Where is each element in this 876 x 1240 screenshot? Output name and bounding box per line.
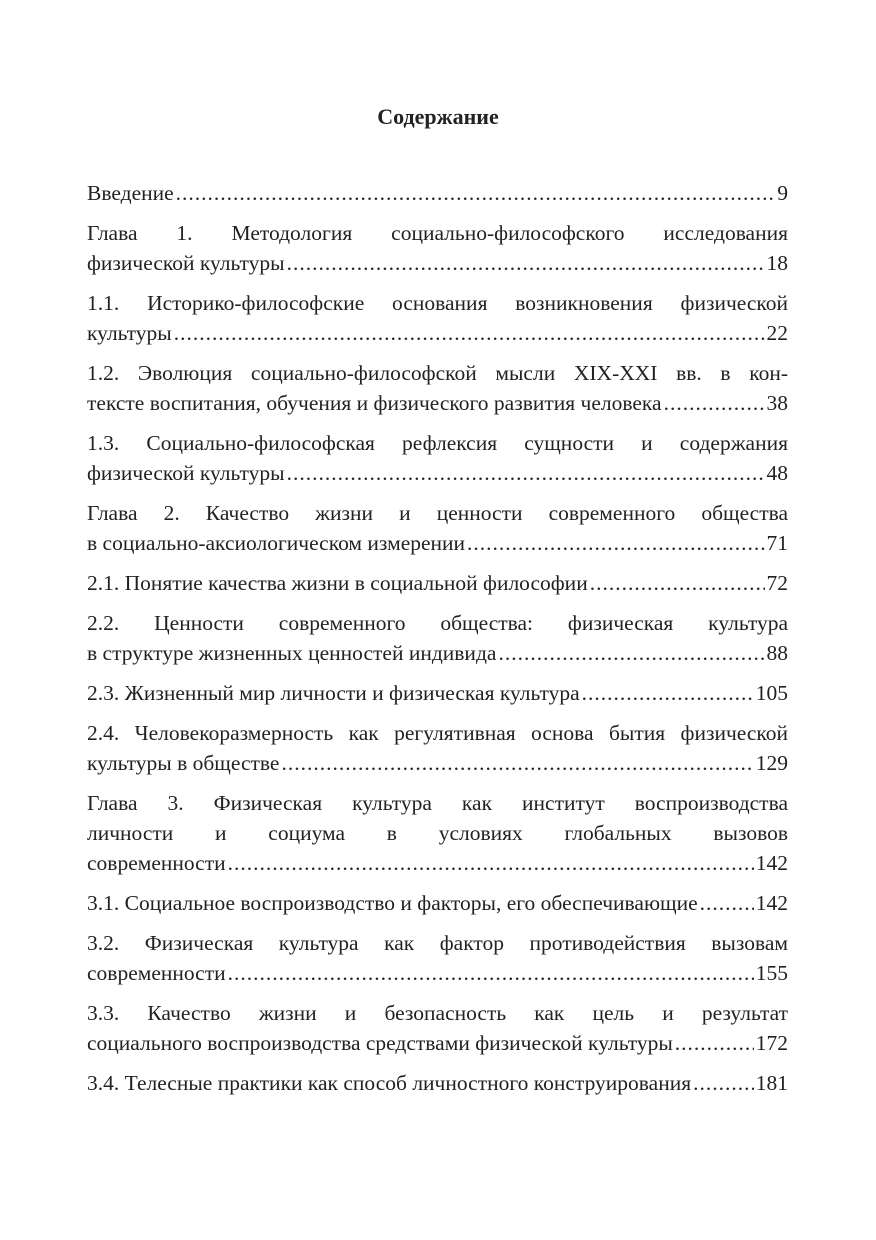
toc-entry-number: Глава 1. (87, 221, 232, 245)
toc-entry[interactable] (87, 498, 788, 558)
toc-page-number: 129 (755, 751, 788, 775)
toc-entry-line (87, 218, 788, 248)
toc-entry-last-line (87, 888, 788, 918)
toc-entry-line (87, 608, 788, 638)
toc-entry-title: Качество жизни и ценности современного общества (205, 501, 788, 525)
toc-entry-title: современности (87, 851, 226, 875)
toc-entry-title: в структуре жизненных ценностей индивида (87, 641, 497, 665)
page-title: Содержание (377, 104, 499, 129)
dot-leader (582, 678, 754, 708)
toc-entry-title: Человекоразмерность как регулятивная основа бытия физической (134, 721, 788, 745)
dot-leader (287, 458, 765, 488)
toc-entry-title: Физическая культура как фактор противодействия вызовам (144, 931, 788, 955)
toc-page-number: 71 (766, 531, 788, 555)
toc-entry-title: Социально-философская рефлексия сущности и содержания (146, 431, 788, 455)
toc-entry-number: 2.1. (87, 571, 125, 595)
toc-entry-number: 1.3. (87, 431, 147, 455)
toc-entry-last-line (87, 458, 788, 488)
toc-entry-number: 3.3. (87, 1001, 148, 1025)
toc-page-number: 9 (777, 181, 788, 205)
toc-entry-number: 3.4. (87, 1071, 125, 1095)
toc-entry-number: 1.1. (87, 291, 148, 315)
toc-entry-title: в социально-аксиологическом измерении (87, 531, 466, 555)
toc-page-number: 72 (766, 571, 788, 595)
dot-leader (228, 958, 754, 988)
toc-entry-number: 2.3. (87, 681, 125, 705)
toc-entry-last-line (87, 568, 788, 598)
toc-page-number: 88 (766, 641, 788, 665)
toc-entry[interactable] (87, 288, 788, 348)
toc-entry-last-line (87, 248, 788, 278)
toc-entry-last-line (87, 958, 788, 988)
toc-entry[interactable] (87, 358, 788, 418)
dot-leader (281, 748, 753, 778)
toc-entry-number: 2.4. (87, 721, 135, 745)
toc-entry-last-line (87, 678, 788, 708)
toc-entry-number: Глава 2. (87, 501, 206, 525)
toc-entry-line (87, 998, 788, 1028)
toc-entry-last-line (87, 178, 788, 208)
toc-entry-title: Жизненный мир личности и физическая культура (124, 681, 580, 705)
toc-entry[interactable] (87, 568, 788, 598)
toc-page-number: 142 (755, 891, 788, 915)
toc-entry-line (87, 288, 788, 318)
toc-entry-last-line (87, 1028, 788, 1058)
toc-entry[interactable] (87, 718, 788, 778)
toc-entry[interactable] (87, 998, 788, 1058)
dot-leader (498, 638, 764, 668)
toc-entry-title: Введение (87, 181, 174, 205)
dot-leader (675, 1028, 754, 1058)
toc-entry-title: культуры в обществе (87, 751, 280, 775)
toc-entry[interactable] (87, 218, 788, 278)
toc-entry-last-line (87, 528, 788, 558)
toc-entry-title: Социальное воспроизводство и факторы, его обеспечивающие (124, 891, 698, 915)
toc-entry-last-line (87, 318, 788, 348)
toc-entry-line (87, 498, 788, 528)
toc-entry-title: социального воспроизводства средствами физической культуры (87, 1031, 673, 1055)
toc-entry-number: 1.2. (87, 361, 138, 385)
toc-entry-last-line (87, 638, 788, 668)
toc-entry-number: Глава 3. (87, 791, 214, 815)
toc-entry-line (87, 928, 788, 958)
toc-entry-title: Понятие качества жизни в социальной философии (124, 571, 588, 595)
toc-page-number: 48 (766, 461, 788, 485)
toc-entry-title: Эволюция социально-философской мысли XIX-XXI вв. в кон- (137, 361, 788, 385)
toc-page-number: 142 (755, 851, 788, 875)
toc-entry[interactable] (87, 1068, 788, 1098)
toc-entry-title: Методология социально-философского исследования (231, 221, 789, 245)
toc-page-number: 22 (766, 321, 788, 345)
toc-entry-last-line (87, 848, 788, 878)
toc-entry-last-line (87, 1068, 788, 1098)
toc-entry[interactable] (87, 788, 788, 878)
toc-entry-number: 3.1. (87, 891, 125, 915)
dot-leader (693, 1068, 754, 1098)
dot-leader (174, 318, 765, 348)
dot-leader (590, 568, 765, 598)
toc-page-number: 38 (766, 391, 788, 415)
toc-page-number: 105 (755, 681, 788, 705)
toc-entry[interactable] (87, 678, 788, 708)
toc-entry-line (87, 818, 788, 848)
toc-entry[interactable] (87, 428, 788, 488)
toc-page-number: 172 (755, 1031, 788, 1055)
toc-entry-title: физической культуры (87, 461, 285, 485)
toc-entry-title: Историко-философские основания возникновения физической (147, 291, 789, 315)
toc-entry[interactable] (87, 608, 788, 668)
toc-entry[interactable] (87, 928, 788, 988)
dot-leader (467, 528, 764, 558)
toc-entry-line (87, 428, 788, 458)
toc-entry-title: Физическая культура как институт воспроизводства (213, 791, 788, 815)
dot-leader (176, 178, 776, 208)
toc-entry-title: личности и социума в условиях глобальных вызовов (87, 821, 788, 845)
toc-entry-number: 2.2. (87, 611, 155, 635)
table-of-contents (87, 178, 788, 1108)
toc-entry[interactable] (87, 178, 788, 208)
toc-entry-line (87, 718, 788, 748)
toc-entry-title: современности (87, 961, 226, 985)
toc-entry[interactable] (87, 888, 788, 918)
toc-entry-line (87, 788, 788, 818)
toc-entry-number: 3.2. (87, 931, 145, 955)
toc-entry-title: культуры (87, 321, 172, 345)
toc-entry-title: Качество жизни и безопасность как цель и результат (147, 1001, 788, 1025)
toc-entry-line (87, 358, 788, 388)
dot-leader (228, 848, 754, 878)
toc-entry-title: Телесные практики как способ личностного конструирования (124, 1071, 692, 1095)
toc-entry-title: Ценности современного общества: физическая культура (154, 611, 788, 635)
dot-leader (700, 888, 754, 918)
dot-leader (287, 248, 765, 278)
dot-leader (664, 388, 765, 418)
toc-page-number: 155 (755, 961, 788, 985)
toc-page-number: 18 (766, 251, 788, 275)
toc-entry-last-line (87, 388, 788, 418)
toc-entry-title: физической культуры (87, 251, 285, 275)
toc-entry-title: тексте воспитания, обучения и физического развития человека (87, 391, 662, 415)
toc-entry-last-line (87, 748, 788, 778)
toc-page-number: 181 (755, 1071, 788, 1095)
